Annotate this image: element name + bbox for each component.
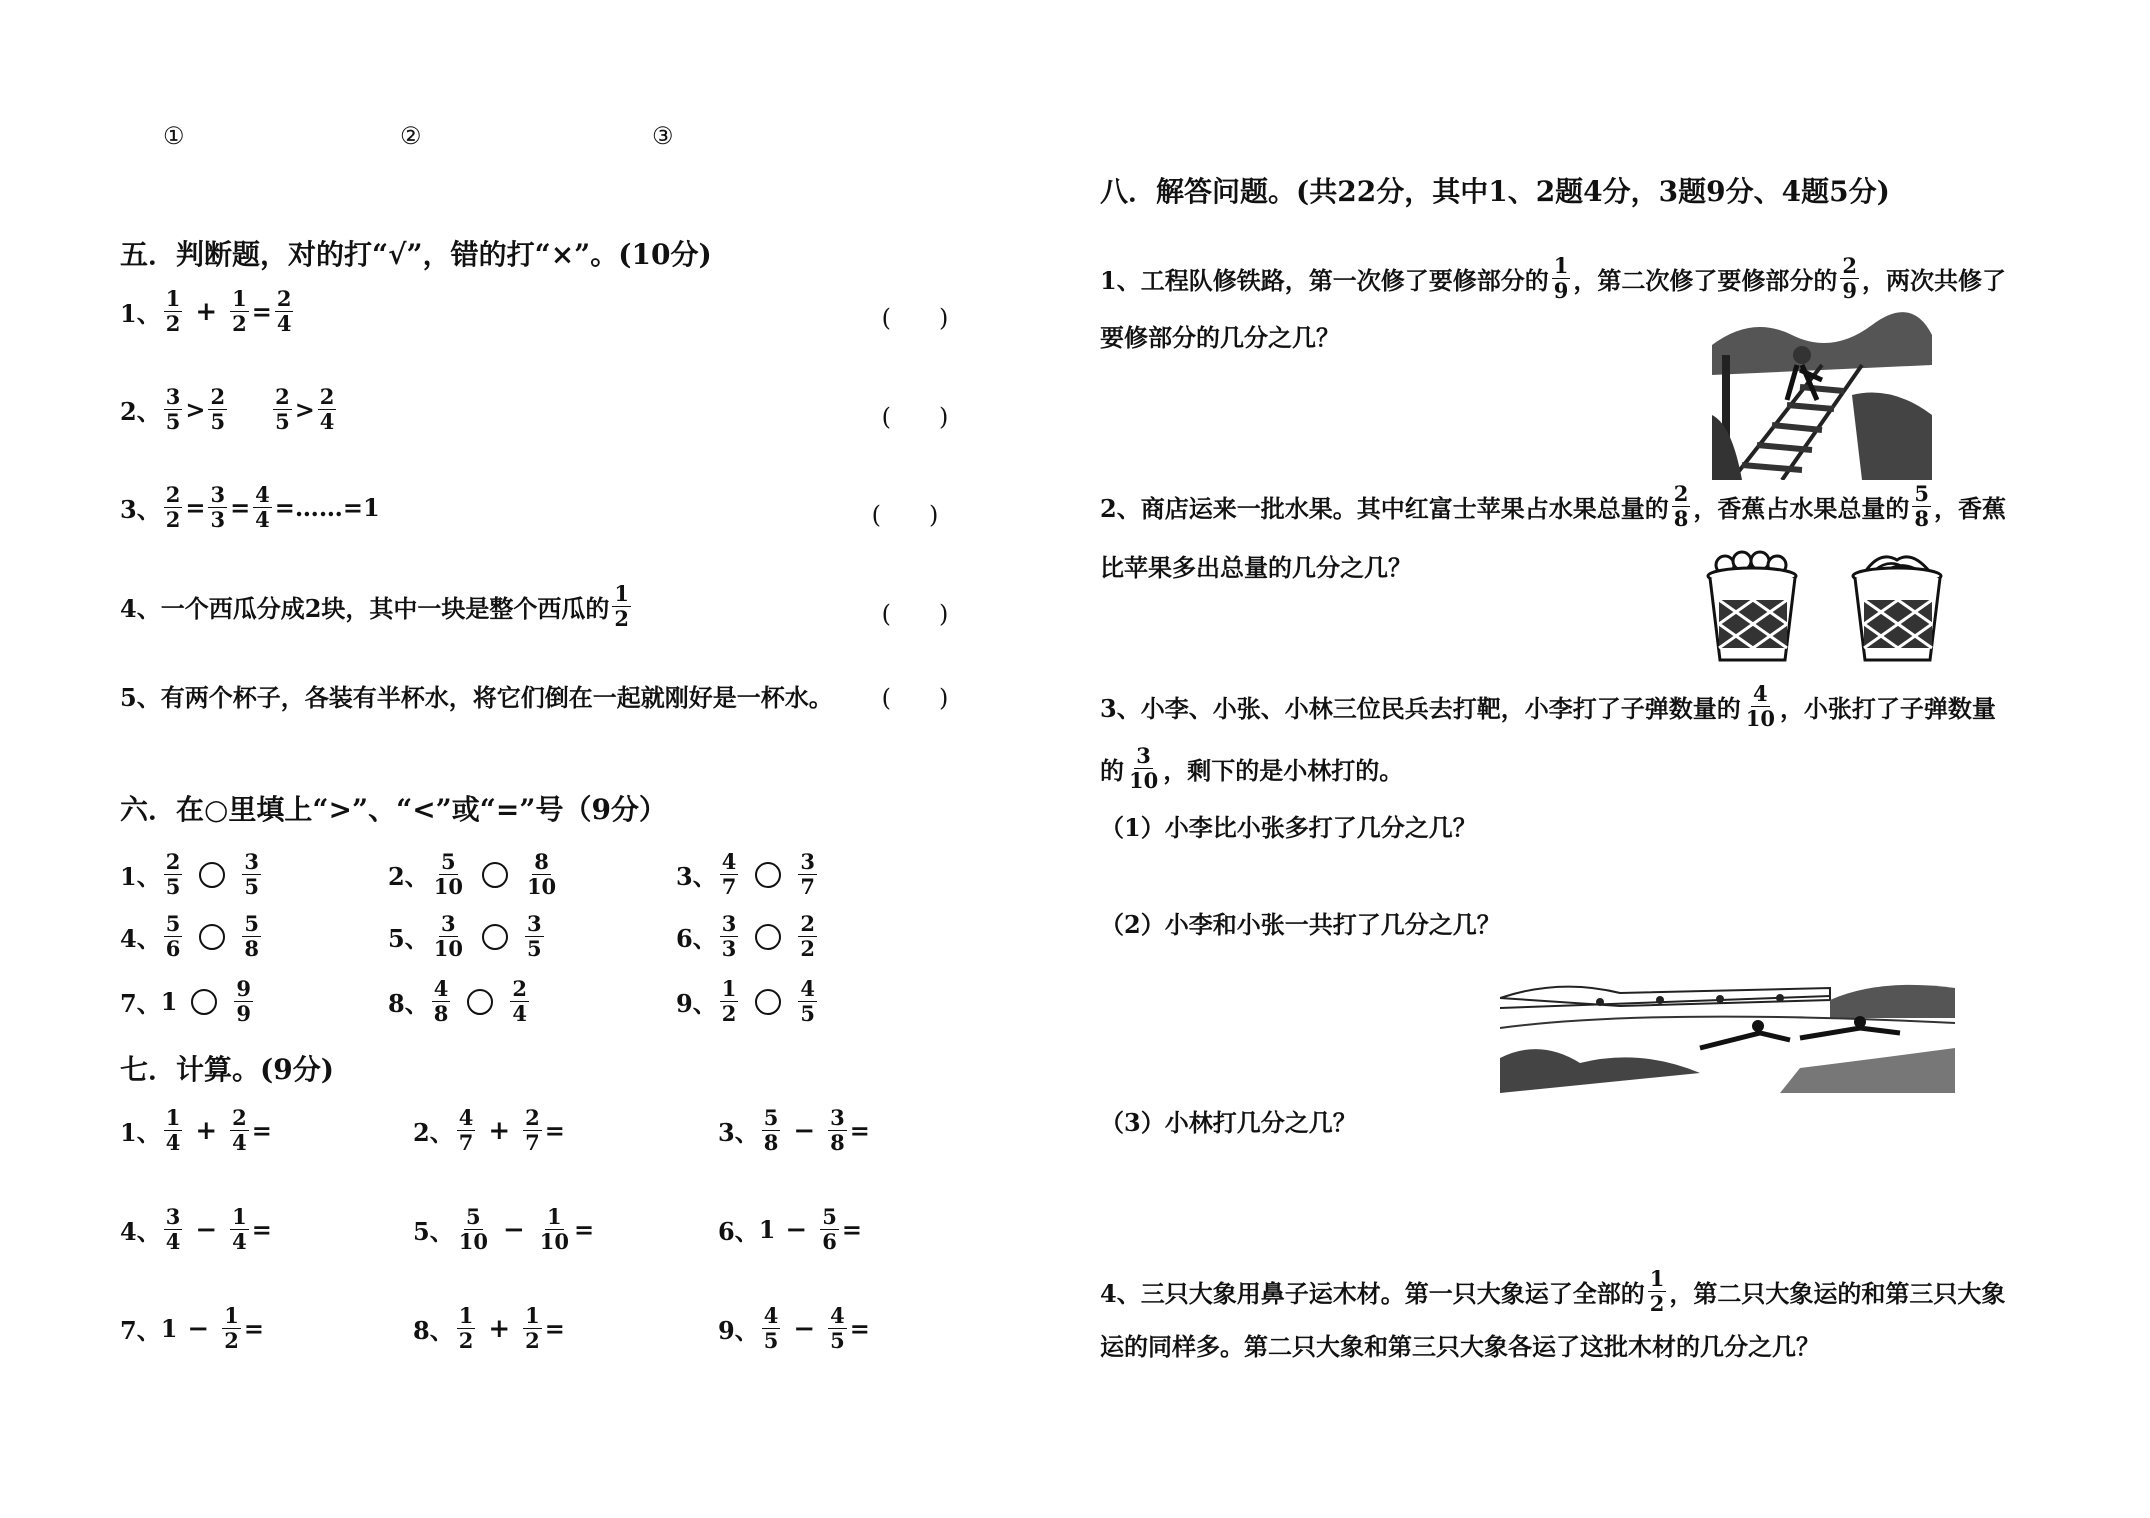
calc-item: 2、 $\frac{4}{7}$ + $\frac{2}{7}$ =: [413, 1105, 565, 1156]
question-3-line2: 的 $\frac{3}{10}$ ，剩下的是小林打的。: [1100, 743, 1404, 794]
circled-label-3: ③: [652, 122, 674, 150]
compare-circle[interactable]: [755, 862, 781, 888]
banana-basket-icon: [1850, 550, 1945, 665]
calc-item: 6、 1 − $\frac{5}{6}$ =: [718, 1204, 862, 1255]
compare-item: 9、 $\frac{1}{2}$ $\frac{4}{5}$: [676, 976, 815, 1027]
answer-paren-3[interactable]: ( ): [871, 501, 939, 529]
question-2-line1: 2、商店运来一批水果。其中红富士苹果占水果总量的 $\frac{2}{8}$ ，香蕉占水果总量的 $\frac{5}{8}$ ，香蕉: [1100, 481, 2006, 532]
circled-label-2: ②: [400, 122, 422, 150]
question-4-line2: 运的同样多。第二只大象和第三只大象各运了这批木材的几分之几？: [1100, 1332, 1820, 1361]
calc-item: 3、 $\frac{5}{8}$ − $\frac{3}{8}$ =: [718, 1105, 870, 1156]
question-4-line1: 4、三只大象用鼻子运木材。第一只大象运了全部的 $\frac{1}{2}$ ，第二只大象运的和第三只大象: [1100, 1266, 2006, 1317]
question-3-sub1: （1）小李比小张多打了几分之几？: [1100, 813, 1477, 842]
judge-item-3: 3、 $\frac{2}{2}$ = $\frac{3}{3}$ = $\frac{4}{4}$ =……=1: [120, 482, 380, 533]
compare-item: 2、 $\frac{5}{10}$ $\frac{8}{10}$: [388, 849, 557, 900]
judge-item-2: 2、 $\frac{3}{5}$ > $\frac{2}{5}$ $\frac{2}{5}$ > $\frac{2}{4}$: [120, 384, 335, 435]
compare-circle[interactable]: [755, 989, 781, 1015]
compare-circle[interactable]: [199, 862, 225, 888]
answer-paren-1[interactable]: ( ): [881, 304, 949, 332]
section8-title: 八．解答问题。(共22分，其中1、2题4分，3题9分、4题5分): [1100, 175, 1890, 208]
question-1-line1: 1、工程队修铁路，第一次修了要修部分的 $\frac{1}{9}$ ，第二次修了要修部分的 $\frac{2}{9}$ ，两次共修了: [1100, 253, 2006, 304]
compare-item: 7、 1 $\frac{9}{9}$: [120, 976, 252, 1027]
calc-item: 8、 $\frac{1}{2}$ + $\frac{1}{2}$ =: [413, 1303, 565, 1354]
judge-item-5: 5、有两个杯子，各装有半杯水，将它们倒在一起就刚好是一杯水。: [120, 683, 833, 712]
compare-circle[interactable]: [467, 989, 493, 1015]
compare-item: 6、 $\frac{3}{3}$ $\frac{2}{2}$: [676, 911, 815, 962]
question-3-line1: 3、小李、小张、小林三位民兵去打靶，小李打了子弹数量的 $\frac{4}{10}$ ，小张打了子弹数量: [1100, 681, 1996, 732]
calc-item: 4、 $\frac{3}{4}$ − $\frac{1}{4}$ =: [120, 1204, 272, 1255]
answer-paren-5[interactable]: ( ): [881, 684, 949, 712]
compare-item: 8、 $\frac{4}{8}$ $\frac{2}{4}$: [388, 976, 527, 1027]
section7-title: 七．计算。(9分): [120, 1053, 334, 1086]
calc-item: 1、 $\frac{1}{4}$ + $\frac{2}{4}$ =: [120, 1105, 272, 1156]
answer-paren-2[interactable]: ( ): [881, 403, 949, 431]
compare-circle[interactable]: [755, 924, 781, 950]
compare-item: 4、 $\frac{5}{6}$ $\frac{5}{8}$: [120, 911, 259, 962]
question-3-sub2: （2）小李和小张一共打了几分之几？: [1100, 910, 1501, 939]
calc-item: 7、 1 − $\frac{1}{2}$ =: [120, 1303, 264, 1354]
railway-worker-illustration: [1712, 305, 1932, 480]
judge-item-4: 4、 一个西瓜分成2块，其中一块是整个西瓜的 $\frac{1}{2}$: [120, 581, 630, 632]
compare-item: 5、 $\frac{3}{10}$ $\frac{3}{5}$: [388, 911, 542, 962]
circled-label-1: ①: [163, 122, 185, 150]
shooting-range-illustration: [1500, 978, 1955, 1093]
compare-item: 1、 $\frac{2}{5}$ $\frac{3}{5}$: [120, 849, 259, 900]
calc-item: 9、 $\frac{4}{5}$ − $\frac{4}{5}$ =: [718, 1303, 870, 1354]
section5-title: 五．判断题，对的打“√”，错的打“×”。(10分): [120, 238, 712, 271]
judge-item-1: 1、 $\frac{1}{2}$ + $\frac{1}{2}$ = $\frac{2}{4}$: [120, 286, 292, 337]
compare-circle[interactable]: [199, 924, 225, 950]
question-1-line2: 要修部分的几分之几？: [1100, 323, 1340, 352]
calc-item: 5、 $\frac{5}{10}$ − $\frac{1}{10}$ =: [413, 1204, 595, 1255]
compare-circle[interactable]: [191, 989, 217, 1015]
section6-title: 六．在○里填上“>”、“<”或“=”号（9分）: [120, 793, 667, 826]
compare-circle[interactable]: [482, 862, 508, 888]
question-3-sub3: （3）小林打几分之几？: [1100, 1108, 1357, 1137]
compare-circle[interactable]: [482, 924, 508, 950]
compare-item: 3、 $\frac{4}{7}$ $\frac{3}{7}$: [676, 849, 815, 900]
answer-paren-4[interactable]: ( ): [881, 600, 949, 628]
apple-basket-icon: [1705, 550, 1800, 665]
question-2-line2: 比苹果多出总量的几分之几？: [1100, 553, 1412, 582]
